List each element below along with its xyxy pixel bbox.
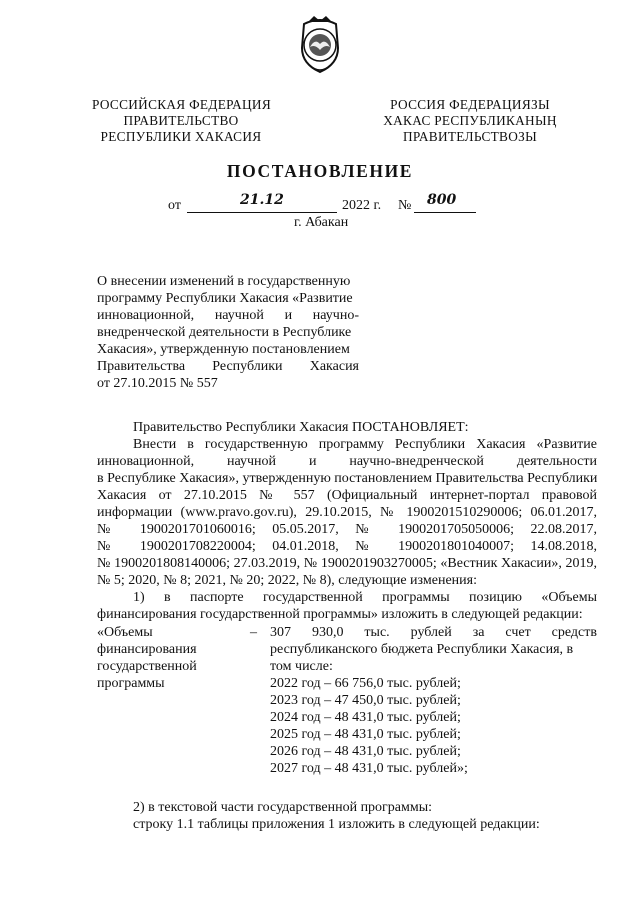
- financing-year-line: 2027 год – 48 431,0 тыс. рублей»;: [270, 761, 468, 776]
- subject-line: внедренческой деятельности в Республике: [97, 325, 352, 340]
- financing-dash: –: [250, 625, 257, 640]
- financing-label-line: программы: [97, 676, 165, 691]
- date-year: 2022 г.: [342, 198, 382, 213]
- body-line: в Республике Хакасия», утвержденную постановлением Правительства Республики: [97, 471, 598, 486]
- document-title: ПОСТАНОВЛЕНИЕ: [226, 161, 414, 181]
- body-line: № 1900201701060016; 05.05.2017, № 1900201705050006; 22.08.2017,: [97, 522, 597, 537]
- header-left-line: РОССИЙСКАЯ ФЕДЕРАЦИЯ: [92, 97, 271, 112]
- body-line: № 1900201808140006; 27.03.2019, № 1900201903270005; «Вестник Хакасии», 2019,: [97, 556, 597, 571]
- city: г. Абакан: [294, 215, 349, 230]
- financing-label-line: государственной: [97, 659, 197, 674]
- item-2-line: 2) в текстовой части государственной программы:: [133, 800, 433, 815]
- header-right: [374, 97, 566, 145]
- item-2-line: строку 1.1 таблицы приложения 1 изложить в следующей редакции:: [133, 817, 540, 832]
- financing-label-line: финансирования: [97, 642, 197, 657]
- header-right-line: ПРАВИТЕЛЬСТВОЗЫ: [403, 129, 537, 144]
- body-line: № 5; 2020, № 8; 2021, № 20; 2022, № 8), следующие изменения:: [97, 573, 477, 588]
- subject-line: О внесении изменений в государственную: [97, 274, 351, 289]
- body-line: Внести в государственную программу Республики Хакасия «Развитие: [133, 437, 597, 452]
- body-line: финансирования государственной программы» изложить в следующей редакции:: [97, 607, 583, 622]
- subject-line: Хакасия», утвержденную постановлением: [97, 342, 350, 357]
- item-1-line: 1) в паспорте государственной программы позицию «Объемы: [133, 590, 597, 605]
- date-prefix: от: [168, 198, 181, 213]
- subject-line: инновационной, научной и научно-: [97, 308, 359, 323]
- financing-value-line: том числе:: [270, 659, 333, 674]
- header-left-line: ПРАВИТЕЛЬСТВО: [123, 113, 239, 128]
- date-underline: [187, 212, 337, 213]
- handwritten-number: 800: [427, 192, 457, 208]
- number-underline: [414, 212, 476, 213]
- financing-value-line: 307 930,0 тыс. рублей за счет средств: [270, 625, 597, 640]
- subject-block: [97, 273, 359, 392]
- financing-year-line: 2025 год – 48 431,0 тыс. рублей;: [270, 727, 461, 742]
- body-line: Хакасия от 27.10.2015 № 557 (Официальный интернет-портал правовой: [97, 488, 597, 503]
- header-right-line: ХАКАС РЕСПУБЛИКАНЫҢ: [383, 113, 557, 128]
- header-left-line: РЕСПУБЛИКИ ХАКАСИЯ: [100, 129, 262, 144]
- financing-year-line: 2023 год – 47 450,0 тыс. рублей;: [270, 693, 461, 708]
- header-right-line: РОССИЯ ФЕДЕРАЦИЯЗЫ: [390, 97, 550, 112]
- subject-line: от 27.10.2015 № 557: [97, 376, 218, 391]
- number-sign: №: [398, 198, 412, 213]
- emblem-icon: [294, 14, 346, 76]
- financing-value-line: республиканского бюджета Республики Хакасия, в: [270, 642, 574, 657]
- resolves-line: Правительство Республики Хакасия ПОСТАНОВЛЯЕТ:: [133, 420, 469, 435]
- header-left: [92, 97, 270, 145]
- handwritten-date: 21.12: [240, 192, 284, 208]
- body-line: № 1900201708220004; 04.01.2018, № 1900201801040007; 14.08.2018,: [97, 539, 597, 554]
- financing-label-line: «Объемы: [97, 625, 153, 640]
- body-line: инновационной, научной и научно-внедренческой деятельности: [97, 454, 597, 469]
- financing-year-line: 2026 год – 48 431,0 тыс. рублей;: [270, 744, 461, 759]
- financing-year-line: 2022 год – 66 756,0 тыс. рублей;: [270, 676, 461, 691]
- body-line: информации (www.pravo.gov.ru), 29.10.2015, № 1900201510290006; 06.01.2017,: [97, 505, 597, 520]
- financing-year-line: 2024 год – 48 431,0 тыс. рублей;: [270, 710, 461, 725]
- subject-line: программу Республики Хакасия «Развитие: [97, 291, 353, 306]
- subject-line: Правительства Республики Хакасия: [97, 359, 359, 374]
